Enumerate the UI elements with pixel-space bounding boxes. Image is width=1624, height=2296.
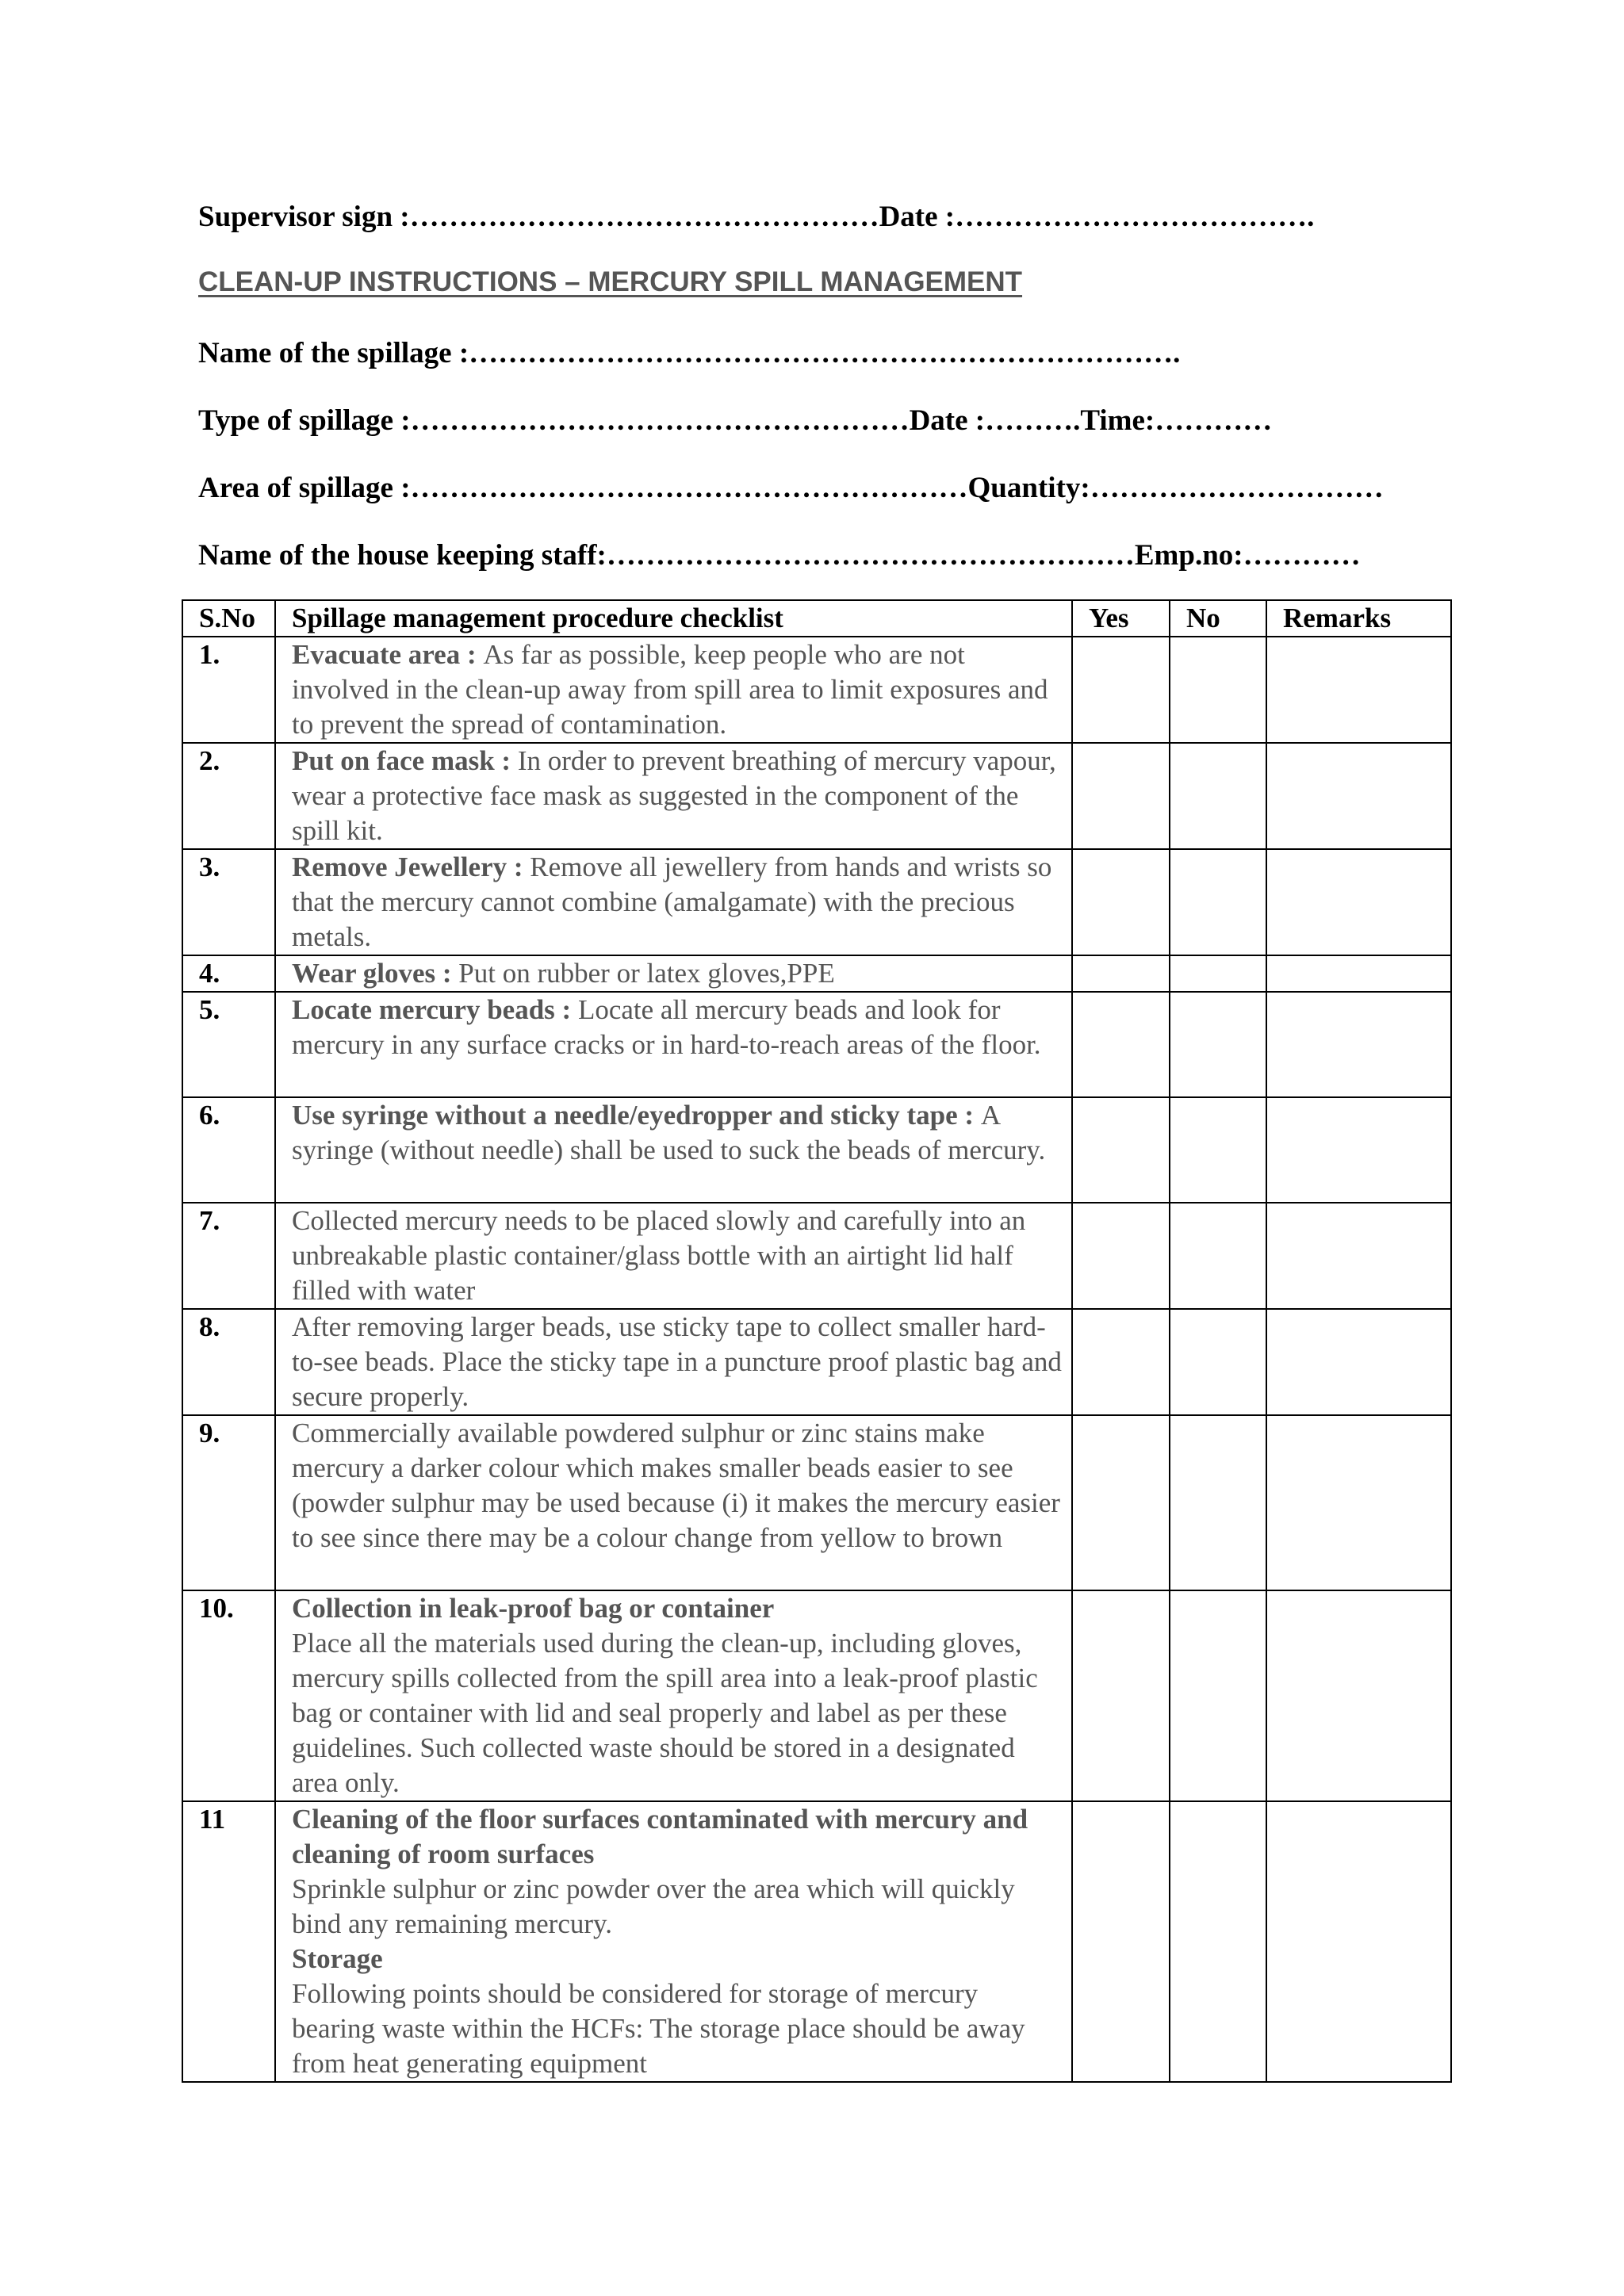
remarks-cell[interactable] — [1266, 1801, 1451, 2082]
step-title: Locate mercury beads : — [292, 994, 578, 1025]
remarks-cell[interactable] — [1266, 1415, 1451, 1590]
step-title: Put on face mask : — [292, 745, 518, 776]
row-number: 5. — [182, 992, 275, 1097]
column-header-remarks: Remarks — [1266, 600, 1451, 637]
step-title: Use syringe without a needle/eyedropper and sticky tape : — [292, 1100, 981, 1131]
no-cell[interactable] — [1170, 1309, 1266, 1415]
no-cell[interactable] — [1170, 743, 1266, 849]
column-header-procedure: Spillage management procedure checklist — [275, 600, 1072, 637]
step-text: As far as possible, keep people who are not involved in the clean-up away from spill area to limit exposures and to prevent the spread of contamination. — [292, 639, 1048, 740]
supervisor-sign-line: Supervisor sign :…………………………………………Date :………………………………. — [198, 201, 1315, 233]
row-number: 6. — [182, 1097, 275, 1203]
step-text: Locate all mercury beads and look for mercury in any surface cracks or in hard-to-reach areas of the floor. — [292, 994, 1041, 1060]
step-title: Collection in leak-proof bag or container — [292, 1593, 775, 1624]
row-number: 10. — [182, 1590, 275, 1801]
step-text: After removing larger beads, use sticky tape to collect smaller hard-to-see beads. Place the sticky tape in a puncture proof plastic bag and secure properly. — [292, 1311, 1062, 1412]
step-text: Put on rubber or latex gloves,PPE — [458, 958, 835, 989]
remarks-cell[interactable] — [1266, 1097, 1451, 1203]
column-header-yes: Yes — [1072, 600, 1170, 637]
step-text: Commercially available powdered sulphur or zinc stains make mercury a darker colour which makes smaller beads easier to see (powder sulphur may be used because (i) it makes the mercury easier to see since there may be a colour change from yellow to brown — [292, 1418, 1060, 1553]
procedure-step — [275, 637, 1072, 743]
table-row — [182, 1309, 1451, 1415]
table-row — [182, 637, 1451, 743]
step-text: Place all the materials used during the clean-up, including gloves, mercury spills collected from the spill area into a leak-proof plastic bag or container with lid and seal properly and label as per these guidelines. Such collected waste should be stored in a designated area only. — [292, 1628, 1038, 1798]
no-cell[interactable] — [1170, 1097, 1266, 1203]
yes-cell[interactable] — [1072, 1801, 1170, 2082]
procedure-step — [275, 743, 1072, 849]
row-number: 8. — [182, 1309, 275, 1415]
table-row — [182, 1203, 1451, 1309]
remarks-cell[interactable] — [1266, 637, 1451, 743]
procedure-step — [275, 955, 1072, 992]
housekeeping-staff-line: Name of the house keeping staff:………………………………………………Emp.no:………… — [198, 539, 1361, 572]
step-text: In order to prevent breathing of mercury vapour, wear a protective face mask as suggested in the component of the spill kit. — [292, 745, 1056, 846]
checklist-table — [182, 599, 1452, 2083]
row-number: 2. — [182, 743, 275, 849]
table-row — [182, 992, 1451, 1097]
procedure-step — [275, 849, 1072, 955]
procedure-step — [275, 1203, 1072, 1309]
table-row — [182, 849, 1451, 955]
procedure-step — [275, 992, 1072, 1097]
spillage-type-line: Type of spillage :……………………………………………Date :……….Time:………… — [198, 404, 1273, 437]
remarks-cell[interactable] — [1266, 1309, 1451, 1415]
row-number: 3. — [182, 849, 275, 955]
no-cell[interactable] — [1170, 849, 1266, 955]
yes-cell[interactable] — [1072, 743, 1170, 849]
spillage-area-line: Area of spillage :…………………………………………………Quantity:………………………… — [198, 472, 1384, 504]
step-subtext: Following points should be considered for storage of mercury bearing waste within the HCFs: The storage place should be away from heat generating equipment — [292, 1978, 1025, 2079]
table-row — [182, 1801, 1451, 2082]
spillage-name-line: Name of the spillage :………………………………………………………………. — [198, 337, 1181, 369]
yes-cell[interactable] — [1072, 992, 1170, 1097]
yes-cell[interactable] — [1072, 1590, 1170, 1801]
table-row — [182, 955, 1451, 992]
step-text: Collected mercury needs to be placed slowly and carefully into an unbreakable plastic container/glass bottle with an airtight lid half filled with water — [292, 1205, 1026, 1306]
procedure-step — [275, 1801, 1072, 2082]
row-number: 9. — [182, 1415, 275, 1590]
step-text: A syringe (without needle) shall be used to suck the beads of mercury. — [292, 1100, 1046, 1165]
remarks-cell[interactable] — [1266, 992, 1451, 1097]
procedure-step — [275, 1309, 1072, 1415]
row-number: 4. — [182, 955, 275, 992]
row-number: 7. — [182, 1203, 275, 1309]
no-cell[interactable] — [1170, 1203, 1266, 1309]
step-subtitle: Storage — [292, 1943, 383, 1974]
yes-cell[interactable] — [1072, 849, 1170, 955]
no-cell[interactable] — [1170, 955, 1266, 992]
remarks-cell[interactable] — [1266, 743, 1451, 849]
remarks-cell[interactable] — [1266, 849, 1451, 955]
remarks-cell[interactable] — [1266, 955, 1451, 992]
step-title: Evacuate area : — [292, 639, 484, 670]
step-title: Cleaning of the floor surfaces contaminated with mercury and cleaning of room surfaces — [292, 1804, 1028, 1869]
procedure-step — [275, 1590, 1072, 1801]
remarks-cell[interactable] — [1266, 1203, 1451, 1309]
procedure-step — [275, 1415, 1072, 1590]
table-row — [182, 1415, 1451, 1590]
page-title: CLEAN-UP INSTRUCTIONS – MERCURY SPILL MANAGEMENT — [198, 266, 1023, 297]
row-number: 1. — [182, 637, 275, 743]
procedure-step — [275, 1097, 1072, 1203]
step-title: Remove Jewellery : — [292, 851, 530, 882]
row-number: 11 — [182, 1801, 275, 2082]
step-title: Wear gloves : — [292, 958, 459, 989]
no-cell[interactable] — [1170, 1415, 1266, 1590]
yes-cell[interactable] — [1072, 1097, 1170, 1203]
step-text: Sprinkle sulphur or zinc powder over the area which will quickly bind any remaining mercury. — [292, 1873, 1015, 1939]
step-text: Remove all jewellery from hands and wrists so that the mercury cannot combine (amalgamate) with the precious metals. — [292, 851, 1052, 952]
table-row — [182, 1590, 1451, 1801]
no-cell[interactable] — [1170, 992, 1266, 1097]
yes-cell[interactable] — [1072, 1415, 1170, 1590]
no-cell[interactable] — [1170, 1801, 1266, 2082]
table-row — [182, 1097, 1451, 1203]
remarks-cell[interactable] — [1266, 1590, 1451, 1801]
yes-cell[interactable] — [1072, 1203, 1170, 1309]
no-cell[interactable] — [1170, 637, 1266, 743]
yes-cell[interactable] — [1072, 955, 1170, 992]
table-row — [182, 743, 1451, 849]
column-header-no: No — [1170, 600, 1266, 637]
column-header-sno: S.No — [182, 600, 275, 637]
no-cell[interactable] — [1170, 1590, 1266, 1801]
yes-cell[interactable] — [1072, 1309, 1170, 1415]
table-header-row — [182, 600, 1451, 637]
yes-cell[interactable] — [1072, 637, 1170, 743]
